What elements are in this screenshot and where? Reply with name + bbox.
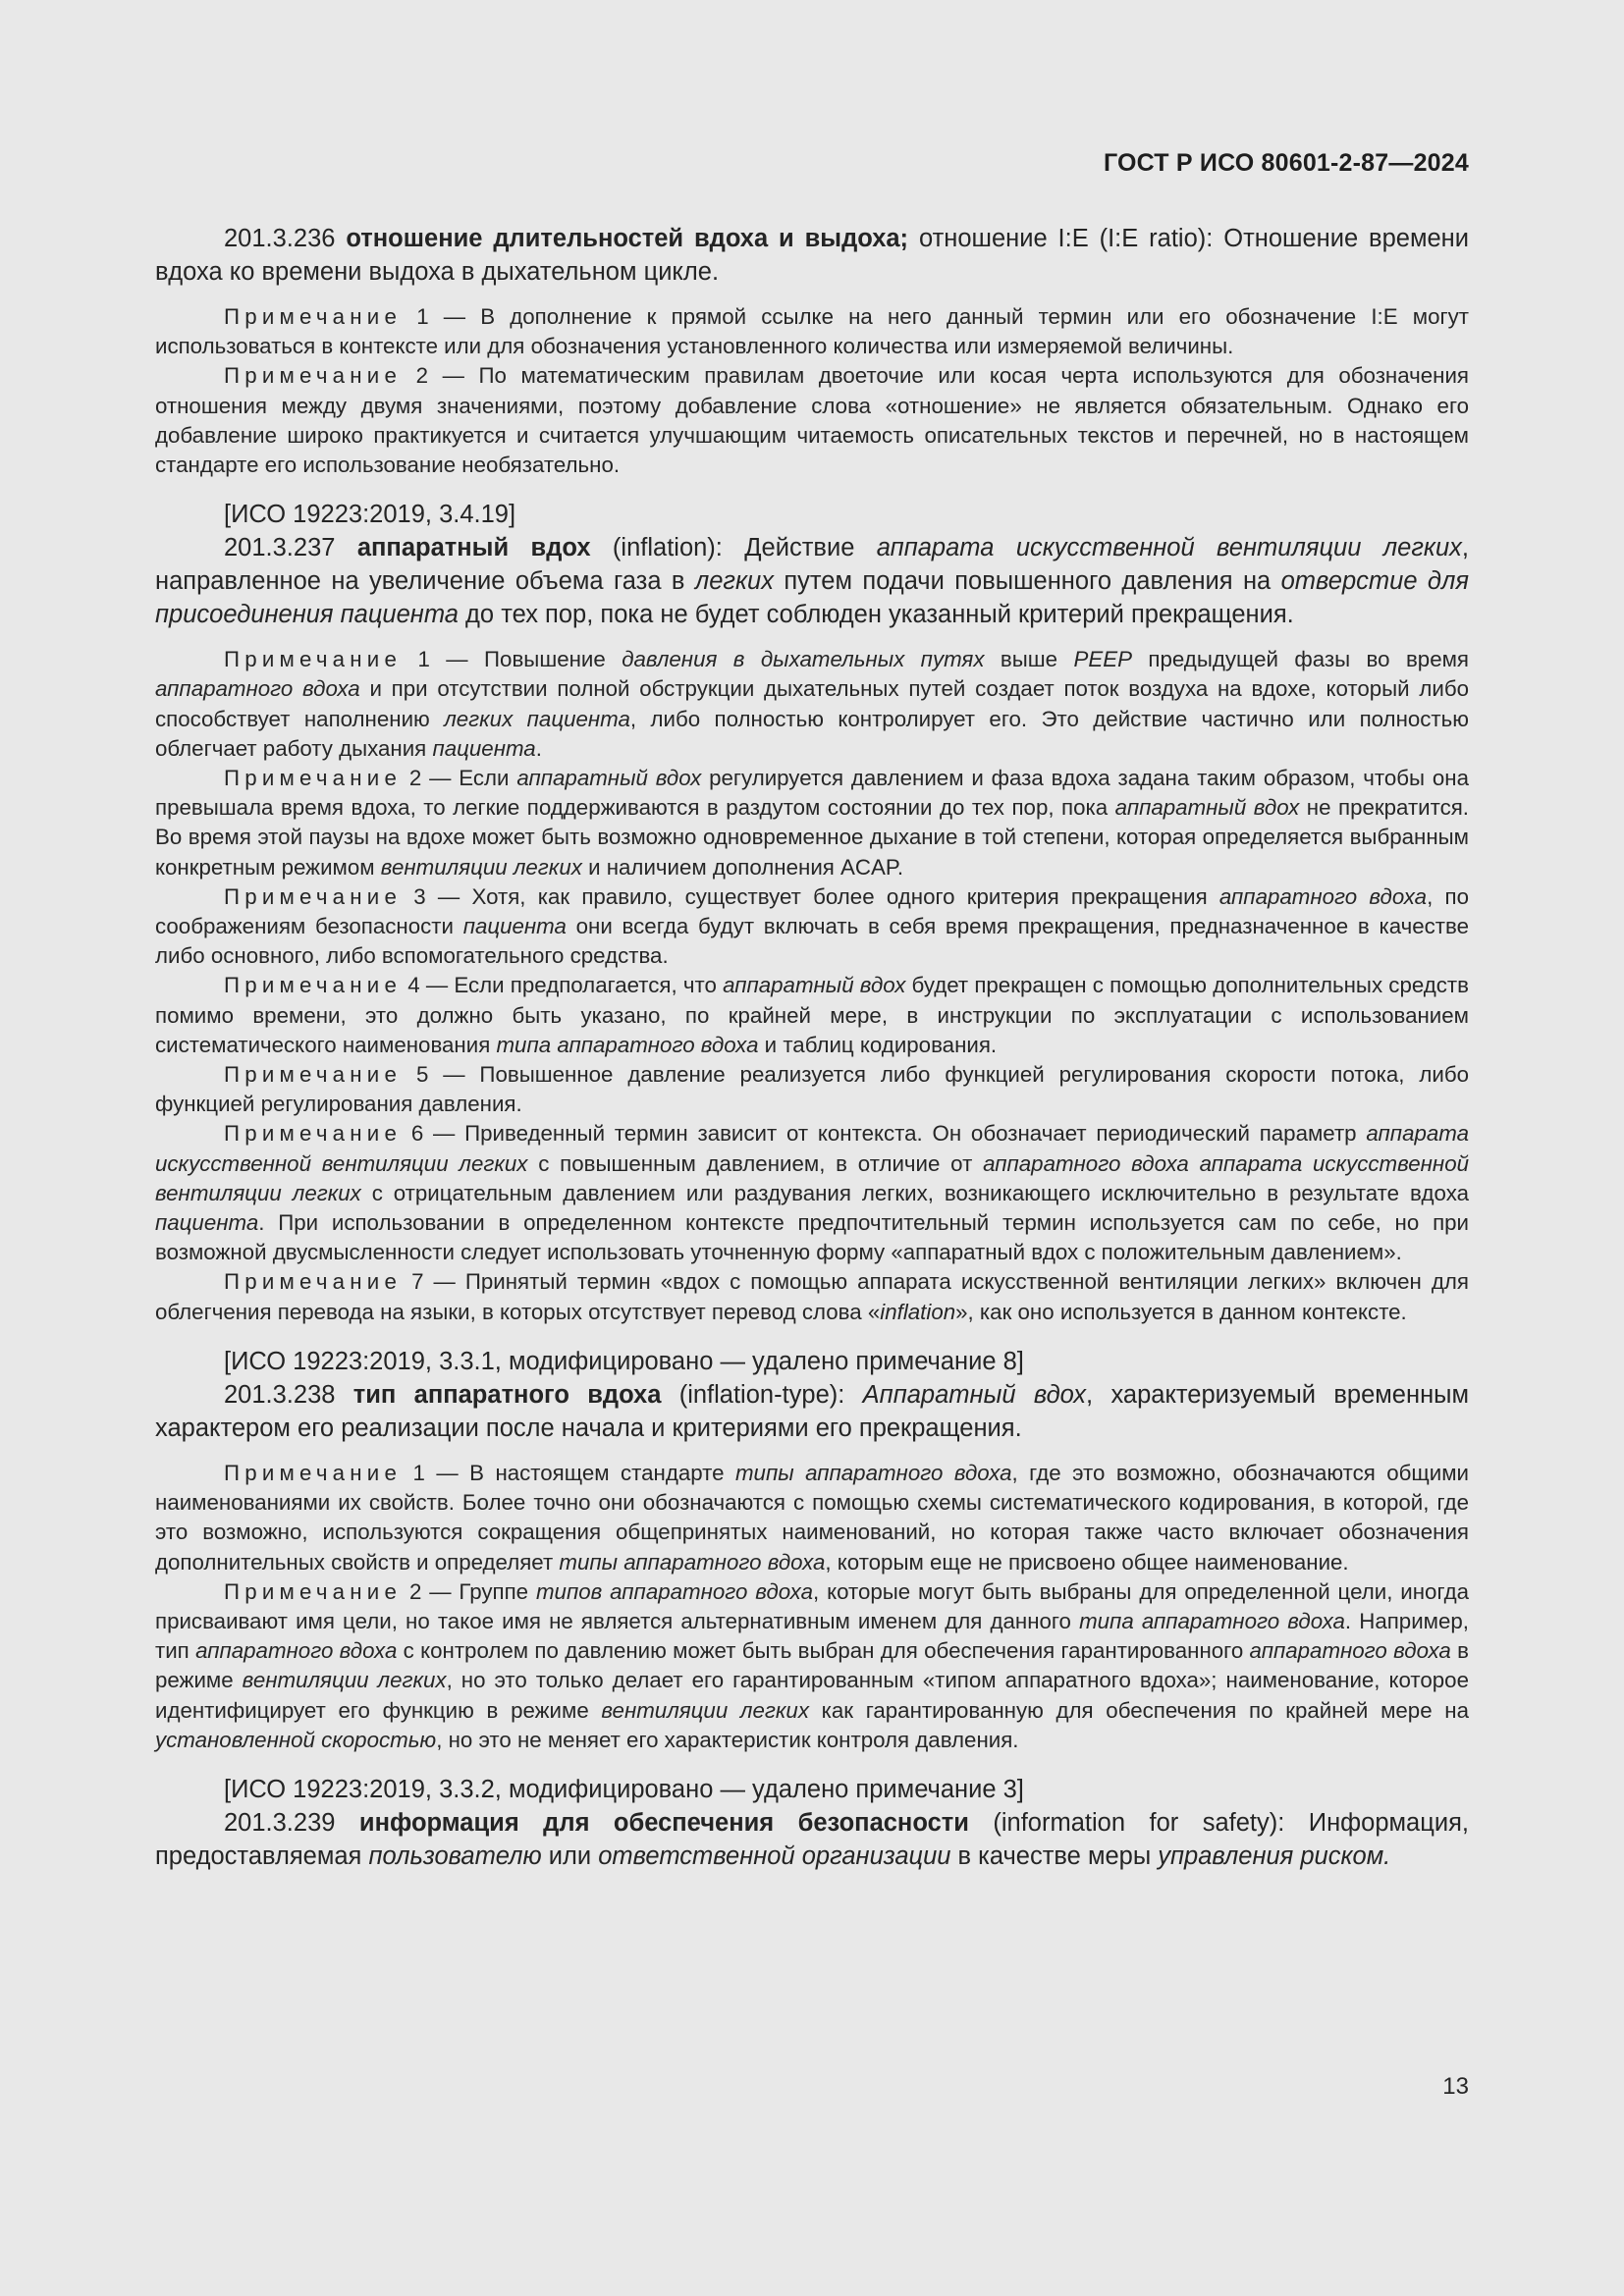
text-run: как гарантированную для обеспечения по крайней мере на — [808, 1697, 1469, 1723]
note-label: Примечание — [224, 1578, 403, 1604]
text-run: 1 — В настоящем стандарте — [402, 1460, 735, 1485]
note — [155, 361, 1469, 480]
defined-term-reference: типы аппаратного вдоха — [559, 1549, 826, 1575]
note — [155, 1060, 1469, 1119]
text-run: 6 — Приведенный термин зависит от контекста. Он обозначает периодический параметр — [402, 1121, 1367, 1147]
notes-group — [155, 302, 1469, 480]
defined-term-reference: аппаратного вдоха — [1218, 883, 1428, 909]
text-run: выше — [984, 647, 1074, 672]
defined-term-reference: аппаратного вдоха — [155, 676, 360, 702]
note-label: Примечание — [224, 647, 403, 672]
defined-term-reference: легких — [694, 567, 774, 596]
defined-term-reference: легких пациента — [444, 706, 630, 731]
defined-term-reference: отверстие для присоединения пациента — [155, 567, 1469, 629]
text-run: 2 — Если — [402, 766, 517, 791]
defined-term-reference: аппаратный вдох — [723, 973, 906, 998]
text-run: 4 — Если предполагается, что — [402, 973, 724, 998]
defined-term-reference: аппаратный вдох — [516, 766, 702, 791]
note — [155, 302, 1469, 361]
text-run: 7 — Принятый термин «вдох с помощью аппарата искусственной вентиляции легких» включен для облегчения перевода на языки, в которых отсутствует перевод слова « — [155, 1269, 1469, 1324]
text-run: 1 — Повышение — [402, 647, 623, 672]
note — [155, 1119, 1469, 1267]
text-run: , но это не меняет его характеристик контроля давления. — [436, 1727, 1019, 1752]
text-run: путем подачи повышенного давления на — [773, 567, 1281, 596]
note — [155, 882, 1469, 972]
page-number: 13 — [1442, 2073, 1469, 2100]
notes-group — [155, 645, 1469, 1327]
note-label: Примечание — [224, 1460, 403, 1485]
defined-term-reference: типов аппаратного вдоха — [535, 1578, 813, 1604]
term-definition — [155, 222, 1469, 289]
term-name: аппаратный вдох — [356, 534, 591, 562]
term-name: информация для обеспечения безопасности — [358, 1808, 969, 1837]
note-label: Примечание — [224, 883, 403, 909]
note — [155, 1577, 1469, 1755]
text-run: до тех пор, пока не будет соблюден указанный критерий прекращения. — [458, 601, 1294, 629]
text-run: в режиме — [155, 1638, 1469, 1693]
defined-term-reference: давления в дыхательных путях — [622, 647, 985, 672]
term-definition — [155, 531, 1469, 631]
defined-term-reference: ответственной организации — [598, 1842, 951, 1870]
defined-term-reference: PEEP — [1073, 647, 1132, 672]
defined-term-reference: inflation — [880, 1299, 956, 1324]
source-reference — [155, 1773, 1469, 1806]
text-run: [ИСО 19223:2019, 3.3.2, модифицировано — удалено примечание 3] — [224, 1775, 1024, 1803]
term-definition — [155, 1806, 1469, 1873]
text-run: или — [541, 1842, 599, 1870]
text-run: , но это только делает его гарантированным «типом аппаратного вдоха»; наименование, которое идентифицирует его функцию в режиме — [155, 1668, 1469, 1723]
text-run: 201.3.236 — [224, 225, 347, 252]
defined-term-reference: аппаратного вдоха — [1249, 1638, 1451, 1664]
note-label: Примечание — [224, 766, 403, 791]
text-run: с контролем по давлению может быть выбран для обеспечения гарантированного — [397, 1638, 1250, 1664]
text-run: », как оно используется в данном контексте. — [955, 1299, 1407, 1324]
text-run: . — [535, 735, 542, 761]
defined-term-reference: вентиляции легких — [601, 1697, 809, 1723]
text-run: [ИСО 19223:2019, 3.4.19] — [224, 501, 516, 529]
text-run: 2 — Группе — [402, 1578, 536, 1604]
document-body — [155, 222, 1469, 1873]
defined-term-reference: установленной скоростью — [155, 1727, 437, 1752]
defined-term-reference: аппарата искусственной вентиляции легких — [876, 534, 1462, 562]
note — [155, 764, 1469, 882]
text-run: , либо полностью контролирует его. Это действие частично или полностью облегчает работу дыхания — [155, 706, 1469, 761]
defined-term-reference: типа аппаратного вдоха — [1079, 1608, 1345, 1633]
notes-group — [155, 1459, 1469, 1755]
note-label: Примечание — [224, 973, 403, 998]
defined-term-reference: пациента — [432, 735, 536, 761]
text-run: (inflation-type): — [661, 1380, 863, 1409]
term-name: тип аппаратного вдоха — [352, 1380, 662, 1409]
note — [155, 1267, 1469, 1326]
text-run: , направленное на увеличение объема газа в — [155, 534, 1469, 596]
text-run: (inflation): Действие — [590, 534, 877, 562]
defined-term-reference: пациента — [462, 914, 567, 939]
note-label: Примечание — [224, 304, 403, 329]
defined-term-reference: пользователю — [368, 1842, 542, 1870]
text-run: (information for safety): Информация, предоставляемая — [155, 1808, 1469, 1870]
text-run: отношение I:E (I:E ratio): Отношение времени вдоха ко времени выдоха в дыхательном цикле. — [155, 225, 1469, 286]
source-reference — [155, 498, 1469, 531]
text-run: с отрицательным давлением или раздувания легких, возникающего исключительно в результате вдоха — [360, 1180, 1469, 1205]
text-run: и таблиц кодирования. — [758, 1032, 998, 1057]
text-run: и наличием дополнения ACAP. — [581, 854, 904, 880]
text-run: 2 — По математическим правилам двоеточие или косая черта используются для обозначения отношения между двумя значениями, поэтому добавление слова «отношение» не является обязательным. Однако его добавление широко практикуется и считается улучшающим читаемость описательных текстов и перечней, но в настоящем стандарте его использование необязательно. — [155, 363, 1469, 478]
note-label: Примечание — [224, 1269, 403, 1295]
text-run: 201.3.237 — [224, 534, 357, 562]
defined-term-reference: аппаратного вдоха — [195, 1638, 398, 1664]
document-code-header: ГОСТ Р ИСО 80601-2-87—2024 — [1103, 149, 1469, 177]
defined-term-reference: пациента — [155, 1210, 259, 1236]
text-run: не прекратится. Во время этой паузы на вдохе может быть возможно одновременное дыхание в той степени, которая определяется выбранным конкретным режимом — [155, 795, 1469, 880]
defined-term-reference: Аппаратный вдох — [862, 1380, 1087, 1409]
text-run: , характеризуемый временным характером его реализации после начала и критериями его прекращения. — [155, 1380, 1470, 1442]
text-run: , которым еще не присвоено общее наименование. — [825, 1549, 1349, 1575]
defined-term-reference: типы аппаратного вдоха — [734, 1460, 1012, 1485]
defined-term-reference: управления риском. — [1158, 1842, 1391, 1870]
text-run: . При использовании в определенном контексте предпочтительный термин используется сам по себе, но при возможной двусмысленности следует использовать уточненную форму «аппаратный вдох с положительным давлением». — [155, 1210, 1469, 1265]
note-label: Примечание — [224, 1062, 403, 1088]
defined-term-reference: вентиляции легких — [380, 854, 582, 880]
defined-term-reference: аппарата искусственной вентиляции легких — [155, 1121, 1469, 1176]
note — [155, 1459, 1469, 1577]
note-label: Примечание — [224, 363, 403, 389]
note-label: Примечание — [224, 1121, 403, 1147]
defined-term-reference: аппаратного вдоха аппарата искусственной вентиляции легких — [155, 1150, 1469, 1205]
defined-term-reference: аппаратный вдох — [1114, 795, 1300, 821]
text-run: будет прекращен с помощью дополнительных средств помимо времени, это должно быть указано, по крайней мере, в инструкции по эксплуатации с использованием систематического наименования — [155, 973, 1469, 1057]
text-run: , по соображениям безопасности — [155, 883, 1469, 939]
text-run: в качестве меры — [950, 1842, 1159, 1870]
defined-term-reference: вентиляции легких — [242, 1668, 447, 1693]
text-run: 201.3.239 — [224, 1808, 359, 1837]
text-run: регулируется давлением и фаза вдоха задана таким образом, чтобы она превышала время вдоха, то легкие поддерживаются в раздутом состоянии до тех пор, пока — [155, 766, 1469, 821]
text-run: и при отсутствии полной обструкции дыхательных путей создает поток воздуха на вдохе, который либо способствует наполнению — [155, 676, 1469, 731]
note — [155, 971, 1469, 1060]
text-run: 3 — Хотя, как правило, существует более одного критерия прекращения — [402, 883, 1219, 909]
term-definition — [155, 1378, 1469, 1445]
text-run: [ИСО 19223:2019, 3.3.1, модифицировано — удалено примечание 8] — [224, 1347, 1024, 1375]
text-run: . Например, тип — [155, 1608, 1469, 1664]
text-run: с повышенным давлением, в отличие от — [527, 1150, 984, 1176]
text-run: , где это возможно, обозначаются общими наименованиями их свойств. Более точно они обозначаются с помощью схемы систематического кодирования, в которой, где это возможно, используются сокращения общепринятых наименований, но которая также часто включает обозначения дополнительных свойств и определяет — [155, 1460, 1469, 1575]
defined-term-reference: типа аппаратного вдоха — [496, 1032, 759, 1057]
text-run: 1 — В дополнение к прямой ссылке на него данный термин или его обозначение I:E могут использоваться в контексте или для обозначения установленного количества или измеряемой величины. — [155, 304, 1469, 359]
text-run: предыдущей фазы во время — [1132, 647, 1470, 672]
text-run: , которые могут быть выбраны для определенной цели, иногда присваивают имя цели, но такое имя не является альтернативным именем для данного — [155, 1578, 1469, 1633]
term-name: отношение длительностей вдоха и выдоха; — [346, 225, 909, 252]
note — [155, 645, 1469, 764]
text-run: 201.3.238 — [224, 1380, 353, 1409]
text-run: 5 — Повышенное давление реализуется либо функцией регулирования скорости потока, либо функцией регулирования давления. — [155, 1062, 1469, 1117]
text-run: они всегда будут включать в себя время прекращения, предназначенное в качестве либо основного, либо вспомогательного средства. — [155, 914, 1469, 969]
source-reference — [155, 1345, 1469, 1378]
